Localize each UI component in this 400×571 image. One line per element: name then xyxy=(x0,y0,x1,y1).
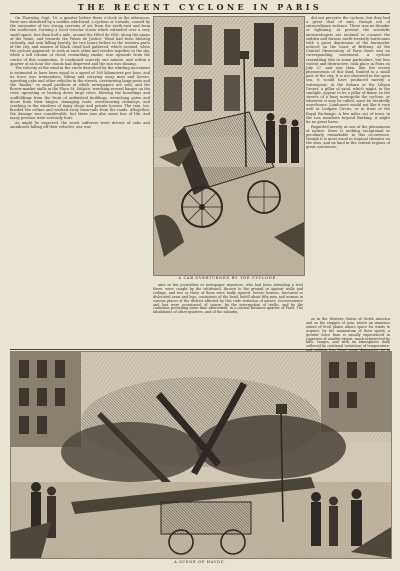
paragraph: as in the Western States of North America and on the steppes of Asia, where an immense extent of level plains allows space for winds to acquire, by the momentum of their speed, a greater force than is usually experienced in countries of smaller extent, much intersected by hills, ranges, and with an atmosphere daily softened by continual variations of temperature, xyxy=(306,317,390,349)
article-column-left xyxy=(10,16,150,284)
paragraph: nine or ten journalists or newspaper reporters, who had been attending a trial there, were caught by the whirlwind, thrown to the ground or against walls and railings, and two or three of them were badly injured. Severe bruises, fractured or dislocated arms and legs, contusions of the head, befell about fifty men and women in various places of the district affected by this rude visitation of nature. Inconvenience and loss were occasioned, of course, by the interruption of traffic, and by the confusion prevailing some time afterwards, in a central business quarter of Paris. The inhabitants of other quarters, and of the suburbs, xyxy=(153,283,303,315)
article-column-right xyxy=(306,16,390,316)
article-column-center-bottom xyxy=(153,284,303,346)
illustration-scene-of-havoc xyxy=(10,351,392,559)
caption-cab-overturned: A CAB OVERTURNED BY THE CYCLONE. xyxy=(178,276,278,280)
caption-scene-of-havoc: A SCENE OF HAVOC. xyxy=(174,560,226,564)
paragraph: did not perceive the cyclone, but they had a great deal of rain, though not of extraordinary violence. There was no thunder or lightning. At present the scientific meteorologists are inclined to connect the sudden and furious north-westerly hurricanes with a great depression of the barometer noticed on the coast of Brittany. At the Central Observatory of Paris there was no corresponding movement. A cyclone resembling this in some particulars, but less violent and destructive, took place in Paris on July 27, and was then, like the recent phenomenon of this kind, limited to a small part of the city. It is not observed in the open sea, it would have produced merely a waterspout; in the Sahara or the Libyan Desert, a pillar of sand, which might, in the sunlight, appear to be a pillar of flame. In the streets of a busy metropolis the cyclone, or whatever it may be called, must be decidedly unwelcome. Londoners would not like it very well at Ludgate Circus, or in front of the Royal Exchange. A few miles out of town, in the Lea meadows beyond Barking, it might be no great harm. xyxy=(306,16,390,124)
engraving-havoc-scene xyxy=(11,352,391,558)
header-rule xyxy=(10,13,390,14)
engraving-cab-scene xyxy=(154,17,304,275)
paragraph: The velocity of the wind in the circle described by the whirling movement is estimated to have been equal to a speed of 160 kilometres per hour, and its force was tremendous; lifting and carrying away men and horses, upsetting cabs and other vehicles in the streets, overturning lamp-posts and the "kiosks," or small pavilions at which newspapers are sold, and the flower-market stalls in the Place St. Sulpice; wrecking several barges on the river, uprooting or beating down large trees, blowing the hoardings and scaffoldings from the front of unfinished buildings, wrenching gates and doors from their hinges, damaging roofs, overthrowing chimneys, and crashing in the windows of many shops and private houses. The rain, too, flooded the cellars and washed away tram-rails from the roads. Altogether, the damage was considerable, but there was also some loss of life, and many persons were seriously hurt. xyxy=(10,66,150,121)
page-title: THE RECENT CYCLONE IN PARIS xyxy=(77,2,323,12)
paragraph: On Thursday, Sept. 10, a quarter before three o'clock in the afternoon, Paris was disturbed by a sudden whirlwind, a cyclone or tornado, caused by the encounter of two strong currents of air, from the north-east and from the south-east, forming a local circular storm which extended over a very small space; less than half a mile, around the Hôtel de Ville, along the quays of the Seine, and towards the Palais de Justice. Wind had been blowing violently, and rain falling heavily, for two hours before in the western parts of the city, and masses of black cloud had gathered, which seemed, when the cyclone appeared, to rush at each other and revolve together in the sky, while a tall column of cloud, resembling smoke, rose upwards from the centre of this commotion. It continued scarcely one minute, and within a quarter of an hour the clouds had dispersed and the sun was shining. xyxy=(10,16,150,66)
section-rule xyxy=(10,349,390,350)
article-column-right-bottom xyxy=(306,317,390,349)
illustration-cab-overturned xyxy=(153,16,305,276)
paragraph: Regarded merely as one of the phenomena of nature, there is nothing exceptional or peculiarly remarkable in this occurrence, though it is most usual in tropical climates on the seas, and on land in the central regions of great continents, xyxy=(306,124,390,150)
paragraph: As might be expected, the worst sufferers were drivers of cabs and omnibuses falling off their vehicles; one was xyxy=(10,121,150,130)
